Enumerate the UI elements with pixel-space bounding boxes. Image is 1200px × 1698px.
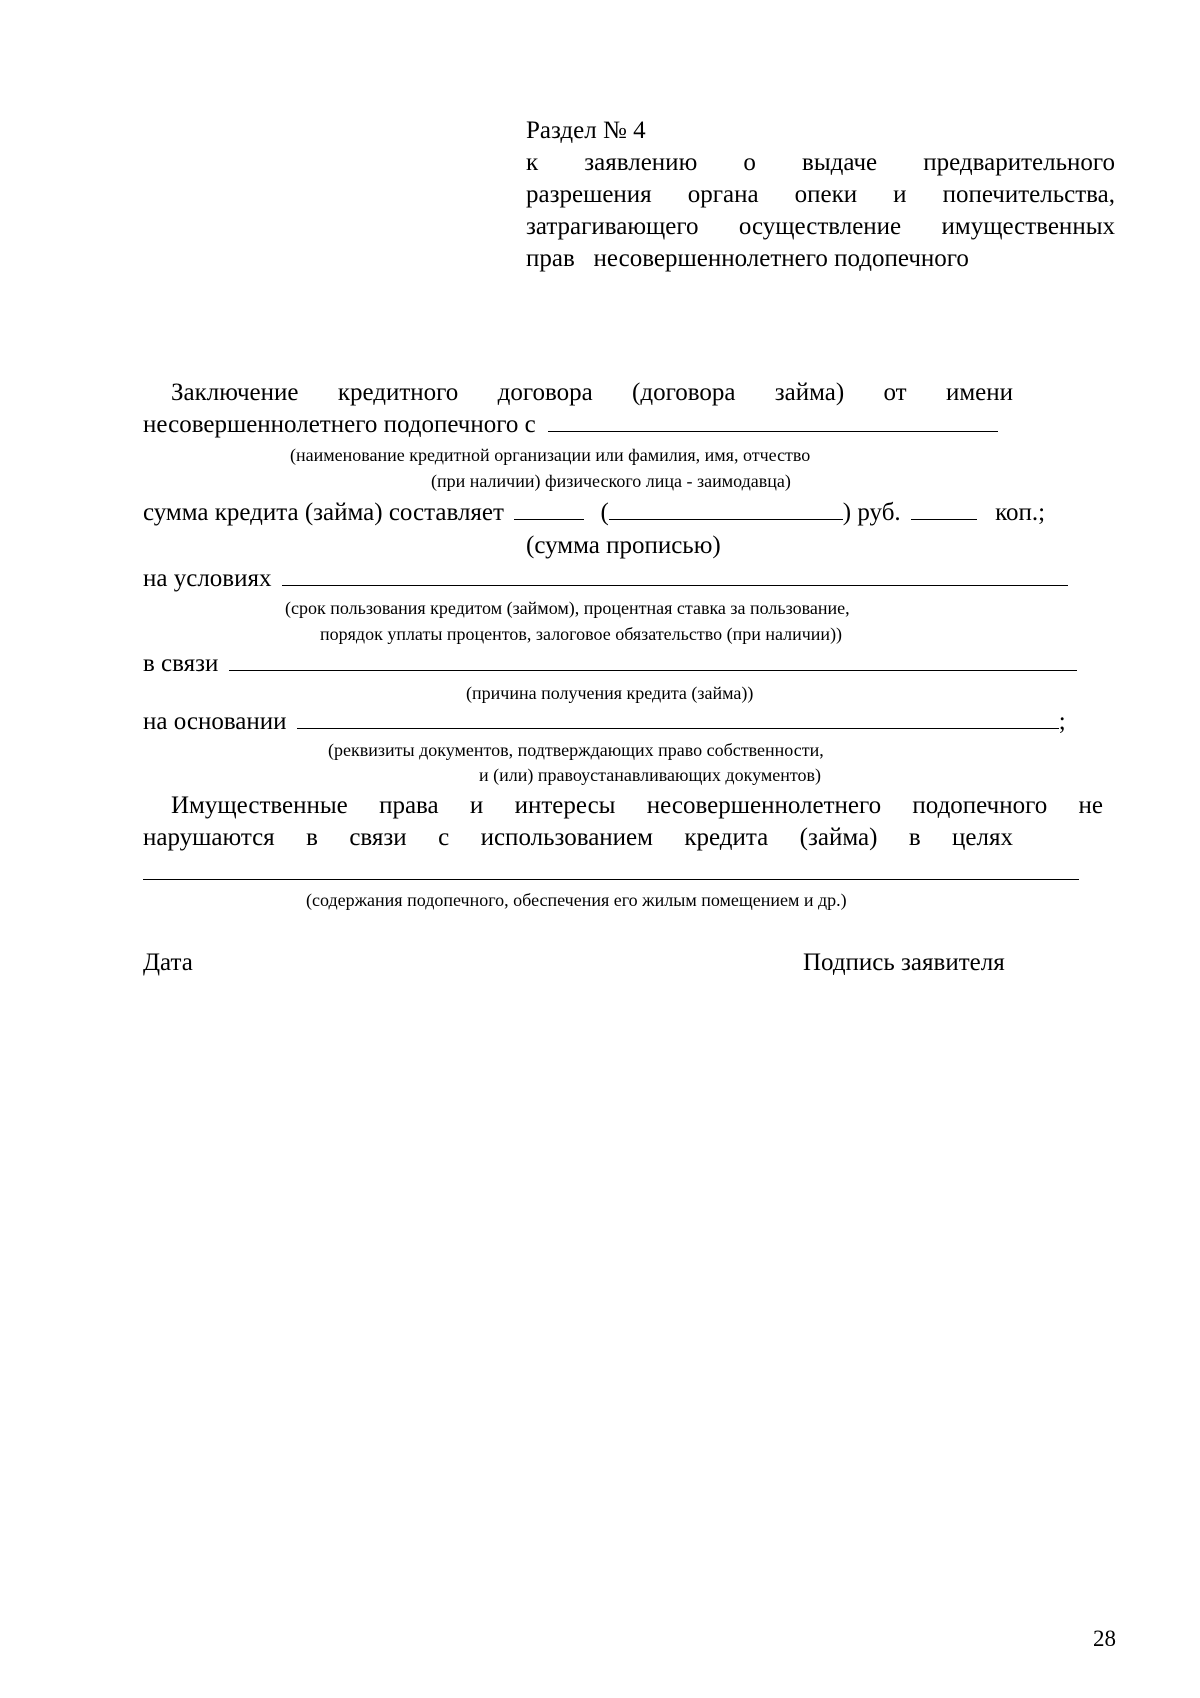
date-label: Дата [143, 949, 193, 976]
conditions-note-1: (срок пользования кредитом (займом), процентная ставка за пользование, [285, 598, 850, 618]
sum-kop-label: коп.; [995, 499, 1046, 526]
lender-note-1: (наименование кредитной организации или фамилия, имя, отчество [290, 445, 811, 465]
basis-end: ; [1058, 708, 1066, 735]
reason-note: (причина получения кредита (займа)) [466, 683, 754, 703]
conditions-row [143, 563, 1068, 595]
sum-digits-field[interactable] [514, 497, 584, 520]
purpose-field[interactable] [143, 857, 1079, 880]
sum-kop-field[interactable] [911, 497, 977, 520]
sum-rub-label: ) руб. [842, 499, 901, 526]
signature-label: Подпись заявителя [803, 949, 1005, 976]
rights-line-2: нарушаются в связи с использованием кредита (займа) в целях [143, 824, 1013, 851]
basis-row [143, 706, 1066, 738]
intro-line-1: Заключение кредитного договора (договора займа) от имени [171, 379, 1013, 406]
page-number: 28 [1093, 1626, 1116, 1651]
sum-row [143, 497, 1045, 529]
header-line-3: затрагивающего осуществление имущественных [526, 213, 1115, 240]
conditions-field[interactable] [282, 563, 1068, 586]
lender-note-2: (при наличии) физического лица - заимодавца) [431, 471, 791, 491]
header-line-2: разрешения органа опеки и попечительства, [526, 181, 1115, 208]
basis-field[interactable] [297, 706, 1059, 729]
section-title: Раздел № 4 [526, 117, 646, 144]
rights-line-1: Имущественные права и интересы несовершеннолетнего подопечного не [171, 792, 1103, 819]
purpose-note: (содержания подопечного, обеспечения его жилым помещением и др.) [306, 890, 847, 910]
header-line-1: к заявлению о выдаче предварительного [526, 149, 1115, 176]
sum-words-field[interactable] [609, 497, 843, 520]
basis-label: на основании [143, 708, 287, 735]
sum-words-note: (сумма прописью) [526, 532, 721, 559]
basis-note-1: (реквизиты документов, подтверждающих право собственности, [328, 740, 824, 760]
reason-field[interactable] [229, 648, 1077, 671]
form-header [526, 115, 1115, 275]
basis-note-2: и (или) правоустанавливающих документов) [479, 765, 821, 785]
header-line-4: прав несовершеннолетнего подопечного [526, 245, 969, 272]
sum-paren-open: ( [600, 499, 609, 526]
intro-line-2: несовершеннолетнего подопечного с [143, 411, 536, 438]
conditions-label: на условиях [143, 565, 272, 592]
lender-field[interactable] [548, 409, 998, 432]
reason-row [143, 648, 1077, 680]
conditions-note-2: порядок уплаты процентов, залоговое обязательство (при наличии)) [320, 624, 843, 644]
reason-label: в связи [143, 650, 219, 677]
sum-label: сумма кредита (займа) составляет [143, 499, 504, 526]
lender-row [143, 409, 998, 441]
